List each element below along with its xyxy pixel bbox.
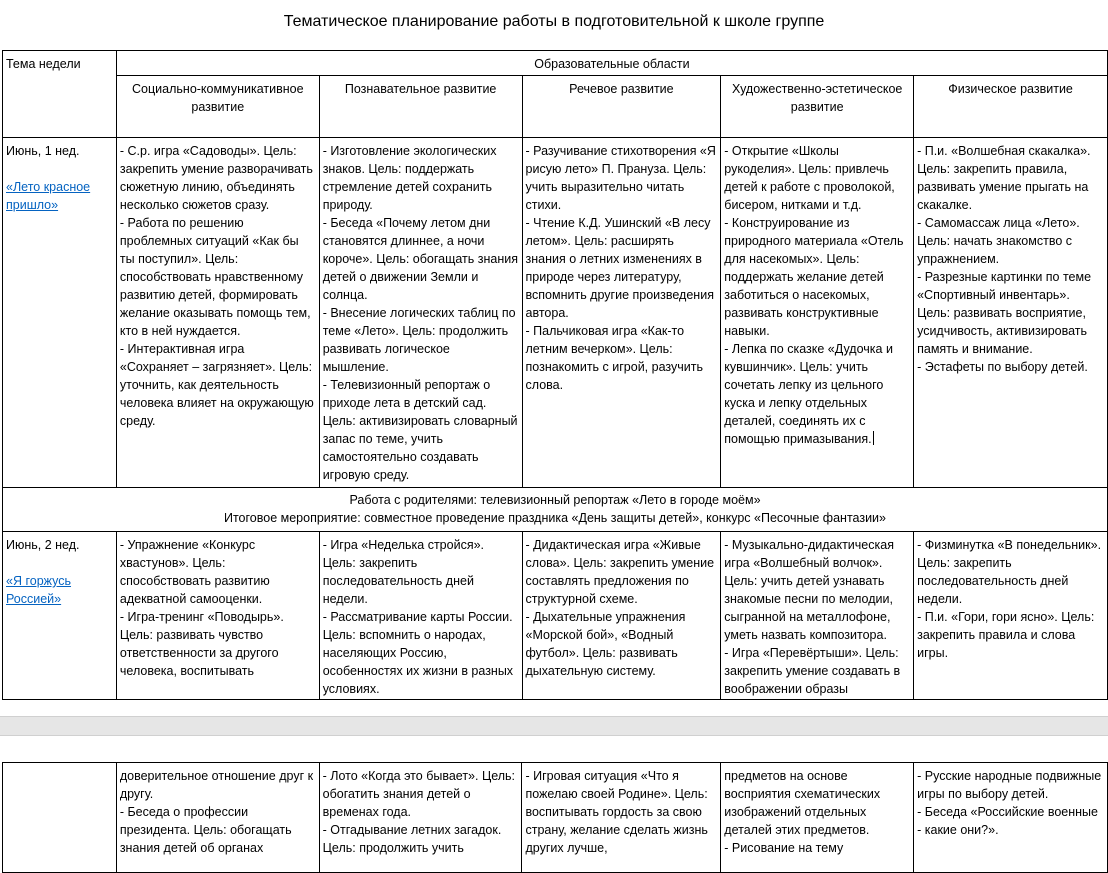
- planning-table-continuation: [2, 762, 1108, 873]
- planning-table: [2, 50, 1108, 700]
- plan-cell: - Игра «Неделька стройся». Цель: закрепить последовательность дней недели. - Рассматривание карты России. Цель: вспомнить о народах, населяющих Россию, особенностях их жизни в разных условиях.: [319, 532, 522, 700]
- plan-cell: - Лото «Когда это бывает». Цель: обогатить знания детей о временах года. - Отгадывание летних загадок. Цель: продолжить учить: [319, 763, 522, 873]
- plan-cell: - Изготовление экологических знаков. Цель: поддержать стремление детей сохранить природу. - Беседа «Почему летом дни становятся длиннее, а ночи короче». Цель: обогащать знания детей о движении Земли и солнца. - Внесение логических таблиц по теме «Лето». Цель: продолжить развивать логическое мышление. - Телевизионный репортаж о приходе лета в детский сад. Цель: активизировать словарный запас по теме, учить самостоятельно создавать игровую среду.: [319, 138, 522, 488]
- plan-cell: - П.и. «Волшебная скакалка». Цель: закрепить правила, развивать умение прыгать на скакалке. - Самомассаж лица «Лето». Цель: начать знакомство с упражнением. - Разрезные картинки по теме «Спортивный инвентарь». Цель: развивать восприятие, усидчивость, активизировать память и внимание. - Эстафеты по выбору детей.: [914, 138, 1108, 488]
- week-theme-link[interactable]: «Я горжусь Россией»: [6, 574, 72, 606]
- week-cell: [3, 763, 117, 873]
- text-cursor: [873, 431, 874, 445]
- plan-cell: - Музыкально-дидактическая игра «Волшебный волчок». Цель: учить детей узнавать знакомые песни по мелодии, сыгранной на металлофоне, уметь назвать композитора. - Игра «Перевёртыши». Цель: закрепить умение создавать в воображении образы: [721, 532, 914, 700]
- week-column-header: Тема недели: [3, 51, 117, 138]
- plan-cell: предметов на основе восприятия схематических изображений отдельных деталей этих предметов. - Рисование на тему: [721, 763, 914, 873]
- plan-cell: доверительное отношение друг к другу. - Беседа о профессии президента. Цель: обогащать знания детей об органах: [116, 763, 319, 873]
- table-row: [3, 138, 1108, 488]
- table-row: [3, 532, 1108, 700]
- plan-cell: - Упражнение «Конкурс хвастунов». Цель: способствовать развитию адекватной самооценки. - Игра-тренинг «Поводырь». Цель: развивать чувство ответственности за другого человека, воспитывать: [116, 532, 319, 700]
- plan-cell: - Открытие «Школы рукоделия». Цель: привлечь детей к работе с проволокой, бисером, нитками и т.д. - Конструирование из природного материала «Отель для насекомых». Цель: поддержать желание детей заботиться о насекомых, развивать конструктивные навыки. - Лепка по сказке «Дудочка и кувшинчик». Цель: учить сочетать лепку из цельного куска и лепку отдельных деталей, соединять их с помощью примазывания.: [721, 138, 914, 488]
- plan-cell: - Физминутка «В понедельник». Цель: закрепить последовательность дней недели. - П.и. «Гори, гори ясно». Цель: закрепить правила и слова игры.: [914, 532, 1108, 700]
- area-header-cognitive: Познавательное развитие: [319, 76, 522, 138]
- plan-cell: - Дидактическая игра «Живые слова». Цель: закрепить умение составлять предложения по структурной схеме. - Дыхательные упражнения «Морской бой», «Водный футбол». Цель: развивать дыхательную систему.: [522, 532, 721, 700]
- page-title: Тематическое планирование работы в подготовительной к школе группе: [283, 13, 825, 30]
- week-cell: Июнь, 1 нед. «Лето красное пришло»: [3, 138, 117, 488]
- table-row: [3, 763, 1108, 873]
- plan-cell: - Разучивание стихотворения «Я рисую лето» П. Прануза. Цель: учить выразительно читать стихи. - Чтение К.Д. Ушинский «В лесу летом». Цель: расширять знания о летних изменениях в природе через литературу, вспомнить другие произведения автора. - Пальчиковая игра «Как-то летним вечерком». Цель: познакомить с игрой, разучить слова.: [522, 138, 721, 488]
- page-break: [0, 716, 1108, 736]
- area-header-physical: Физическое развитие: [914, 76, 1108, 138]
- area-header-speech: Речевое развитие: [522, 76, 721, 138]
- week-theme-link[interactable]: «Лето красное пришло»: [6, 180, 91, 212]
- final-event: Итоговое мероприятие: совместное проведение праздника «День защиты детей», конкурс «Песочные фантазии»: [223, 511, 886, 525]
- area-header-social: Социально-коммуникативное развитие: [116, 76, 319, 138]
- plan-cell: - Игровая ситуация «Что я пожелаю своей Родине». Цель: воспитывать гордость за свою страну, желание сделать жизнь других лучше,: [522, 763, 721, 873]
- summary-cell: [3, 488, 1108, 532]
- parents-work: Работа с родителями: телевизионный репортаж «Лето в городе моём»: [349, 493, 761, 507]
- table-row: [3, 488, 1108, 532]
- areas-header: Образовательные области: [116, 51, 1107, 76]
- plan-cell: - С.р. игра «Садоводы». Цель: закрепить умение разворачивать сюжетную линию, объединять несколько сюжетов сразу. - Работа по решению проблемных ситуаций «Как бы ты поступил». Цель: способствовать нравственному развитию детей, формировать желание оказывать помощь тем, кто в ней нуждается. - Интерактивная игра «Сохраняет – загрязняет». Цель: уточнить, как деятельность человека влияет на окружающую среду.: [116, 138, 319, 488]
- plan-cell: - Русские народные подвижные игры по выбору детей. - Беседа «Российские военные - какие они?».: [914, 763, 1108, 873]
- week-cell: Июнь, 2 нед. «Я горжусь Россией»: [3, 532, 117, 700]
- area-header-artistic: Художественно-эстетическое развитие: [721, 76, 914, 138]
